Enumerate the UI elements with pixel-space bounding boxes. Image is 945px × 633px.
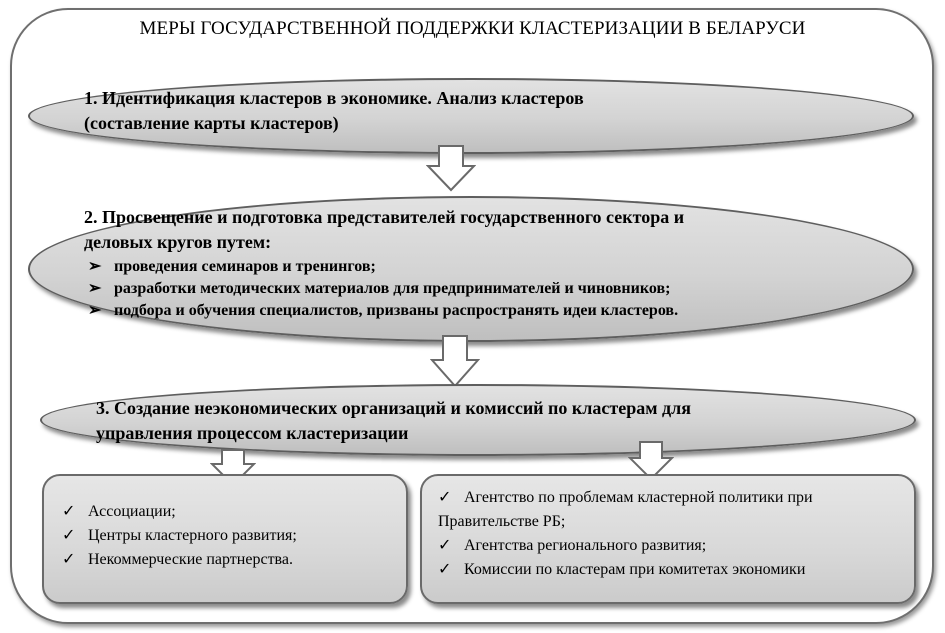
down-arrow-icon — [426, 144, 476, 194]
check-icon: ✓ — [62, 527, 76, 544]
list-item — [438, 534, 813, 558]
step-1-line-2: (составление карты кластеров) — [84, 113, 339, 133]
arrow-bullet-icon: ➢ — [88, 258, 102, 275]
list-item — [62, 548, 297, 572]
list-item-text: Комиссии по кластерам при комитетах экономики — [464, 561, 806, 578]
arrow-bullet-icon: ➢ — [88, 280, 102, 297]
list-item-text: Агентства регионального развития; — [464, 537, 707, 554]
check-icon: ✓ — [438, 489, 452, 506]
list-item-text: Некоммерческие партнерства. — [88, 551, 293, 568]
list-item — [88, 256, 678, 278]
step-2-text — [84, 205, 684, 255]
step-1-line-1: 1. Идентификация кластеров в экономике. Анализ кластеров — [84, 88, 584, 108]
list-item-continuation — [438, 510, 813, 534]
list-item — [438, 558, 813, 582]
check-icon: ✓ — [62, 551, 76, 568]
list-item-text: Агентство по проблемам кластерной политики при — [464, 489, 813, 506]
list-item — [438, 486, 813, 510]
list-item — [88, 278, 678, 300]
list-item — [62, 524, 297, 548]
list-item-text: Центры кластерного развития; — [88, 527, 297, 544]
step-2-line-2: деловых кругов путем: — [84, 232, 272, 252]
step-2-line-1: 2. Просвещение и подготовка представителей государственного сектора и — [84, 207, 685, 227]
list-item — [88, 300, 678, 322]
list-item-text: Правительстве РБ; — [438, 513, 566, 530]
bullet-text: разработки методических материалов для предпринимателей и чиновников; — [114, 280, 671, 297]
bullet-text: проведения семинаров и тренингов; — [114, 258, 376, 275]
step-3-line-2: управления процессом кластеризации — [96, 423, 409, 443]
step-1-text — [84, 86, 584, 136]
left-box-list — [62, 500, 297, 572]
step-3-line-1: 3. Создание неэкономических организаций и комиссий по кластерам для — [96, 398, 691, 418]
check-icon: ✓ — [62, 503, 76, 520]
arrow-bullet-icon: ➢ — [88, 302, 102, 319]
list-item — [62, 500, 297, 524]
step-2-bullet-list — [88, 256, 678, 322]
diagram-title: МЕРЫ ГОСУДАРСТВЕННОЙ ПОДДЕРЖКИ КЛАСТЕРИЗАЦИИ В БЕЛАРУСИ — [139, 18, 806, 39]
down-arrow-icon — [430, 334, 480, 390]
check-icon: ✓ — [438, 561, 452, 578]
check-icon: ✓ — [438, 537, 452, 554]
list-item-text: Ассоциации; — [88, 503, 176, 520]
right-box-list — [438, 486, 813, 582]
step-3-text — [96, 396, 691, 446]
bullet-text: подбора и обучения специалистов, призваны распространять идеи кластеров. — [114, 302, 679, 319]
